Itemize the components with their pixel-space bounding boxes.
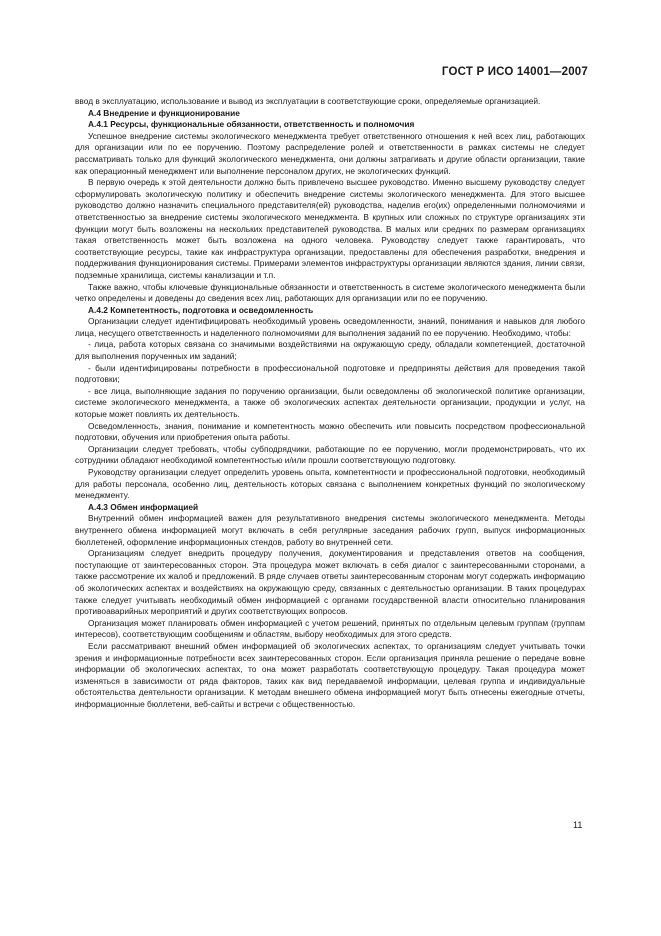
a41-paragraph: Также важно, чтобы ключевые функциональные обязанности и ответственность в системе экологического менеджмента были четко определены и доведены до сведения всех лиц, работающих для организации или по ее поручению.: [75, 281, 585, 304]
section-a41-heading: А.4.1 Ресурсы, функциональные обязанности, ответственность и полномочия: [88, 119, 415, 130]
a43-paragraph: Если рассматривают внешний обмен информацией об экологических аспектах, то организациям следует учитывать точки зрения и информационные потребности всех заинтересованных сторон. Если организация приняла решение о передаче вовне информации об экологических аспектах, то она может разработать соответствующую процедуру. Такая процедура может изменяться в зависимости от ряда факторов, таких как вид передаваемой информации, целевая группа и индивидуальные обстоятельства деятельности организации. К методам внешнего обмена информацией могут быть отнесены ежегодные отчеты, информационные бюллетени, веб-сайты и встречи с общественностью.: [75, 640, 585, 709]
a43-paragraph: Организация может планировать обмен информацией с учетом решений, принятых по отдельным целевым группам (группам интересов), соответствующим сообщениям и областям, выбору необходимых для этого средств.: [75, 617, 585, 640]
a42-paragraph: Осведомленность, знания, понимание и компетентность можно обеспечить или повысить посредством профессиональной подготовки, обучения или приобретения опыта работы.: [75, 420, 585, 443]
document-body: [75, 96, 585, 710]
a42-intro-paragraph: Организации следует идентифицировать необходимый уровень осведомленности, знаний, понимания и навыков для любого лица, несущего ответственность и наделенного полномочиями для выполнения заданий по ее поручению. Необходимо, чтобы:: [75, 316, 585, 338]
standard-header: ГОСТ Р ИСО 14001—2007: [441, 66, 588, 78]
page-number: 11: [573, 820, 583, 830]
a41-paragraph: В первую очередь к этой деятельности должно быть привлечено высшее руководство. Именно высшему руководству следует сформулировать экологическую политику и обеспечить внедрение системы экологического менеджмента. Для этого высшее руководство должно назначить специального представителя(ей) руководства, наделив его(их) определенными полномочиями и ответственностью за внедрение системы экологического менеджмента. В крупных или сложных по структуре организациях эти функции могут быть возложены на нескольких представителей руководства. В малых или средних по размерам организациях такая ответственность может быть возложена на одного человека. Руководству следует также гарантировать, что соответствующие ресурсы, такие как инфраструктура организации, предоставлены для обеспечения разработки, внедрения и поддерживания функционирования системы. Примерами элементов инфраструктуры организации являются здания, линии связи, подземные хранилища, системы канализации и т.п.: [75, 177, 585, 280]
section-a42-heading: А.4.2 Компетентность, подготовка и осведомленность: [88, 304, 314, 315]
a43-paragraph: Организациям следует внедрить процедуру получения, документирования и представления ответов на сообщения, поступающие от заинтересованных сторон. Эта процедура может включать в себя диалог с заинтересованными сторонами, а также рассмотрение их жалоб и предложений. В ряде случаев ответы заинтересованным сторонам могут содержать информацию об экологических аспектах и воздействиях на окружающую среду, связанных с деятельностью организации. В таких процедурах также следует учитывать необходимый обмен информацией с органами государственной власти относительно планирования противоаварийных мероприятий и других соответствующих вопросов.: [75, 548, 585, 617]
a42-paragraph: Организации следует требовать, чтобы субподрядчики, работающие по ее поручению, могли продемонстрировать, что их сотрудники обладают необходимой компетентностью и/или прошли соответствующую подготовку.: [75, 443, 585, 466]
intro-paragraph: ввод в эксплуатацию, использование и вывод из эксплуатации в соответствующие сроки, определяемые организацией.: [75, 96, 541, 106]
a43-paragraph: Внутренний обмен информацией важен для результативного внедрения системы экологического менеджмента. Методы внутреннего обмена информацией могут включать в себя регулярные заседания рабочих групп, выпуск информационных бюллетеней, оформление информационных стендов, работу во внутренней сети.: [75, 513, 585, 547]
a42-list-item: - все лица, выполняющие задания по поручению организации, были осведомлены об экологической политике организации, системе экологического менеджмента, а также об экологических аспектах деятельности организации, продукции и услуг, на которые может повлиять их деятельность.: [75, 385, 585, 420]
a42-paragraph: Руководству организации следует определить уровень опыта, компетентности и профессиональной подготовки, необходимый для работы персонала, особенно лиц, деятельность которых связана с выполнением конкретных функций по экологическому менеджменту.: [75, 467, 585, 501]
section-a4-heading: А.4 Внедрение и функционирование: [88, 107, 240, 118]
section-a43-heading: А.4.3 Обмен информацией: [88, 501, 199, 512]
a42-list-item: - были идентифицированы потребности в профессиональной подготовке и предприняты действия для проведения такой подготовки;: [75, 362, 585, 385]
a41-paragraph: Успешное внедрение системы экологического менеджмента требует ответственного отношения к ней всех лиц, работающих для организации или по ее поручению. Поэтому распределение ролей и ответственности в рамках системы не следует рассматривать только для функций экологического менеджмента, они должны затрагивать и другие области организации, такие как операционный менеджмент или выполнение персоналом других, не экологических функций.: [75, 130, 585, 176]
a42-list-item: - лица, работа которых связана со значимыми воздействиями на окружающую среду, обладали компетенцией, достаточной для выполнения порученных им заданий;: [75, 339, 585, 362]
